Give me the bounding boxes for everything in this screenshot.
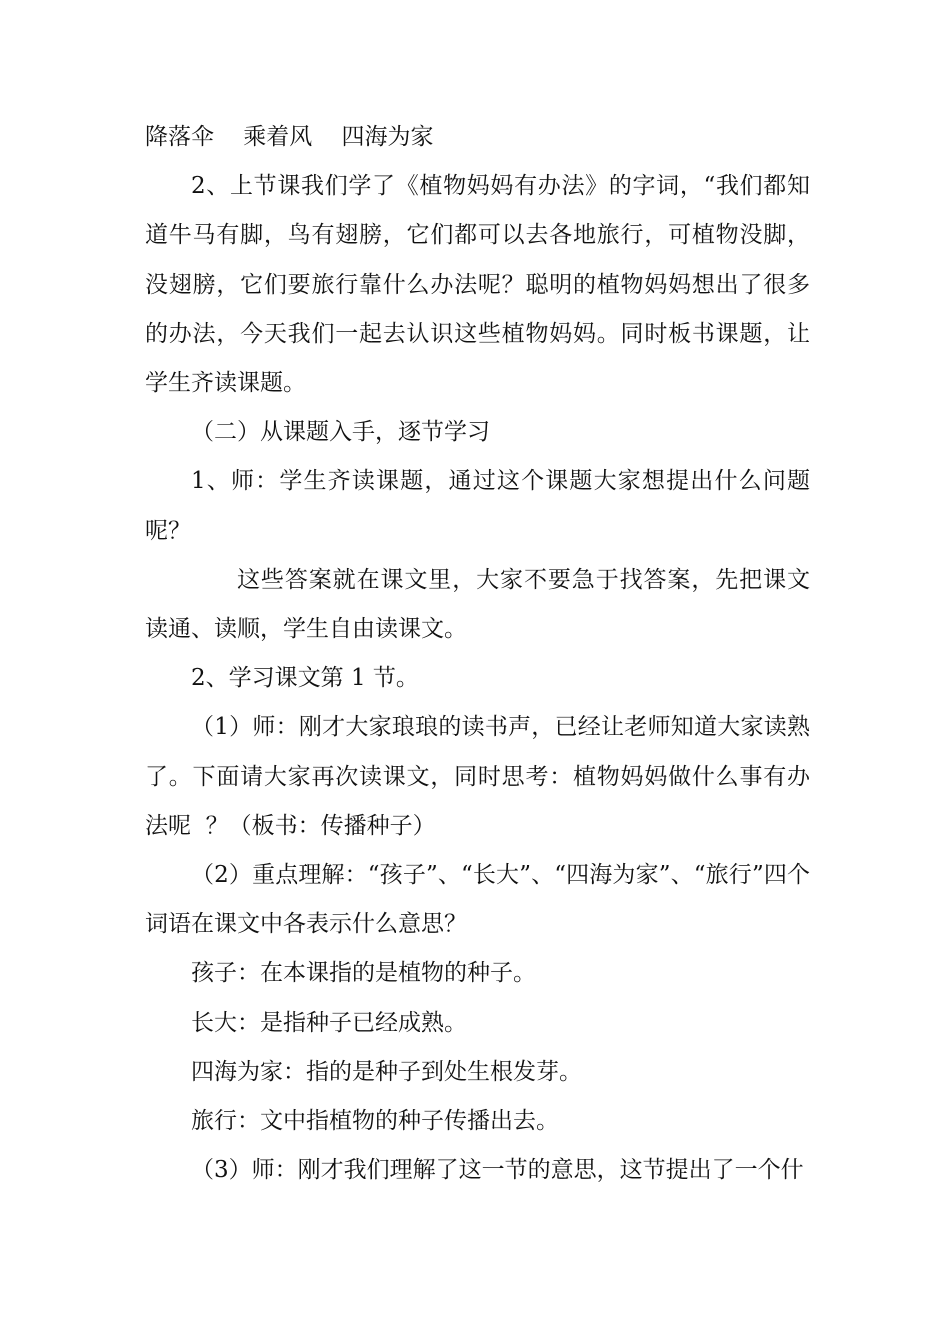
answers-paragraph: 这些答案就在课文里，大家不要急于找答案，先把课文读通、读顺，学生自由读课文。 xyxy=(145,566,810,643)
section-heading: （二）从课题入手，逐节学习 xyxy=(191,419,490,446)
definition-home: 四海为家：指的是种子到处生根发芽。 xyxy=(191,1058,582,1085)
definition-grow: 长大：是指种子已经成熟。 xyxy=(191,1009,467,1036)
step-2-2-paragraph: （2）重点理解：“孩子”、“长大”、“四海为家”、“旅行”四个词语在课文中各表示什么意思？ xyxy=(145,862,810,938)
vocabulary-line: 降落伞 乘着风 四海为家 xyxy=(145,124,434,150)
definition-travel: 旅行：文中指植物的种子传播出去。 xyxy=(191,1108,559,1135)
step-2-1-paragraph: （1）师：刚才大家琅琅的读书声，已经让老师知道大家读熟了。下面请大家再次读课文，同时思考：植物妈妈做什么事有办法呢 ？（板书：传播种子） xyxy=(145,714,810,839)
step-2-3-paragraph: （3）师：刚才我们理解了这一节的意思，这节提出了一个什 xyxy=(191,1157,804,1184)
step-1-paragraph: 1、师：学生齐读课题，通过这个课题大家想提出什么问题呢？ xyxy=(145,468,810,544)
lesson-plan-text xyxy=(145,113,810,1195)
review-paragraph: 2、上节课我们学了《植物妈妈有办法》的字词，“我们都知道牛马有脚，鸟有翅膀，它们都可以去各地旅行，可植物没脚，没翅膀，它们要旅行靠什么办法呢？聪明的植物妈妈想出了很多的办法，今天我们一起去认识这些植物妈妈。同时板书课题，让学生齐读课题。 xyxy=(145,173,810,397)
definition-child: 孩子：在本课指的是植物的种子。 xyxy=(191,960,536,987)
step-2-heading: 2、学习课文第 1 节。 xyxy=(191,665,419,692)
